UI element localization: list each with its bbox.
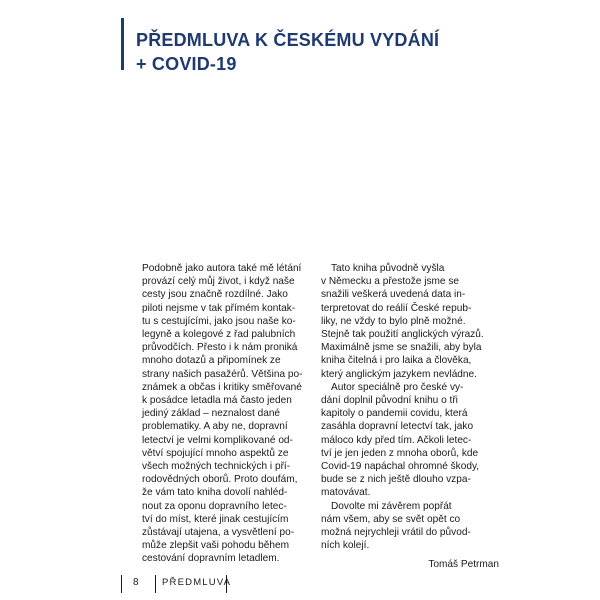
page-number: 8 — [133, 577, 139, 588]
text-line: rodovědných oborů. Proto doufám, — [142, 474, 298, 486]
text-line: že vám tato kniha dovolí nahléd- — [142, 487, 288, 499]
text-line: tví do míst, které jinak cestujícím — [142, 513, 289, 525]
page-title-line-1: PŘEDMLUVA K ČESKÉMU VYDÁNÍ — [136, 30, 440, 50]
right-paragraph-2 — [321, 381, 499, 500]
text-line: legyně a kolegové z řad palubních — [142, 329, 296, 341]
text-line: možná nejrychleji vrátil do původ- — [321, 527, 471, 539]
text-line: cestování dopravním letadlem. — [142, 553, 280, 565]
text-line: Dovolte mi závěrem popřát — [331, 500, 452, 512]
text-line: Podobně jako autora také mě létání — [142, 263, 302, 274]
text-line: letectví je velmi komplikované od- — [142, 434, 293, 446]
text-line: piloti nejsme v tak přímém kontak- — [142, 302, 296, 314]
text-line: provází celý můj život, i když naše — [142, 276, 295, 288]
text-line: Stejně tak použití anglických výrazů. — [321, 329, 484, 341]
text-line: známek a občas i kritiky směřované — [142, 381, 302, 393]
text-line: průvodčích. Přesto i k nám proniká — [142, 342, 298, 354]
text-line: snažili veškerá uvedená data in- — [321, 289, 466, 301]
text-line: kapitoly o pandemii covidu, která — [321, 408, 468, 420]
page-title-line-2: + COVID-19 — [136, 54, 237, 74]
text-line: Maximálně jsme se snažili, aby byla — [321, 342, 482, 354]
running-section-title: PŘEDMLUVA — [162, 577, 232, 588]
text-line: bude se z nich ještě dlouho vzpa- — [321, 474, 471, 486]
text-line: zůstávají utajena, a vysvětlení po- — [142, 527, 295, 539]
text-line: větví spojující mnoho aspektů ze — [142, 447, 289, 459]
signature: Tomáš Petrman — [428, 559, 499, 571]
text-line: terpretovat do reálií České repub- — [321, 302, 472, 314]
text-line: nout za oponu dopravního letec- — [142, 500, 287, 512]
right-paragraph-1 — [321, 262, 499, 381]
text-line: který anglickým jazykem nevládne. — [321, 368, 477, 380]
text-line: všech možných technických i pří- — [142, 461, 291, 473]
text-line: problematiky. A aby ne, dopravní — [142, 421, 288, 433]
text-line: cesty jsou značně rozdílné. Jako — [142, 289, 288, 301]
text-line: Covid-19 napáchal ohromné škody, — [321, 461, 480, 473]
text-line: máloco kdy před tím. Ačkoli letec- — [321, 434, 472, 446]
text-line: Tato kniha původně vyšla — [331, 263, 445, 274]
text-line: matovávat. — [321, 487, 371, 499]
text-line: liky, ne vždy to bylo plně možné. — [321, 315, 466, 327]
text-line: Autor speciálně pro české vy- — [331, 381, 464, 393]
left-paragraph — [142, 262, 320, 566]
text-line: může zlepšit vaši pohodu během — [142, 540, 290, 552]
text-line: strany našich pasažérů. Většina po- — [142, 368, 303, 380]
left-text-column — [142, 262, 320, 566]
text-line: k posádce letadla má často jeden — [142, 395, 292, 407]
text-line: tu s cestujícími, jako jsou naše ko- — [142, 315, 296, 327]
text-line: ních kolejí. — [321, 540, 370, 552]
heading-accent-bar — [121, 18, 124, 70]
text-line: tví je jen jeden z mnoha oborů, kde — [321, 447, 479, 459]
text-line: mnoho dotazů a připomínek ze — [142, 355, 281, 367]
text-line: jediný základ – neznalost dané — [142, 408, 281, 420]
text-line: zasáhla dopravní letectví tak, jako — [321, 421, 474, 433]
text-line: nám všem, aby se svět opět co — [321, 513, 461, 525]
right-text-column — [321, 262, 499, 572]
page-title — [136, 28, 466, 76]
text-line: dání doplnil původní knihu o tři — [321, 395, 458, 407]
right-paragraph-3 — [321, 500, 499, 553]
text-line: kniha čitelná i pro laika a člověka, — [321, 355, 472, 367]
text-line: v Německu a přestože jsme se — [321, 276, 460, 288]
